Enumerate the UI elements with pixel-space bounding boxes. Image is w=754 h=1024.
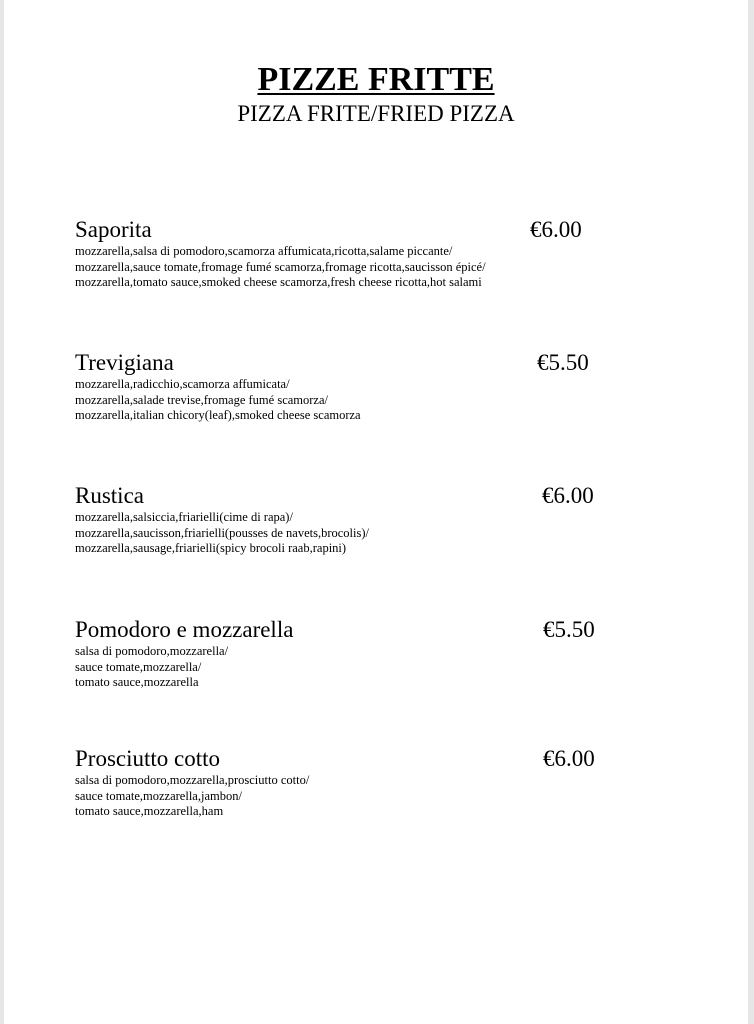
description-line: mozzarella,salsiccia,friarielli(cime di rapa)/ <box>75 510 293 524</box>
menu-item-name: Pomodoro e mozzarella <box>75 617 294 642</box>
menu-item-price: €6.00 <box>543 746 595 771</box>
description-line: mozzarella,tomato sauce,smoked cheese scamorza,fresh cheese ricotta,hot salami <box>75 275 482 289</box>
description-line: mozzarella,salade trevise,fromage fumé scamorza/ <box>75 392 328 407</box>
description-line: sauce tomate,mozzarella/ <box>75 659 202 674</box>
description-line: mozzarella,sauce tomate,fromage fumé scamorza,fromage ricotta,saucisson épicé/ <box>75 259 486 274</box>
menu-item-name: Prosciutto cotto <box>75 746 221 771</box>
menu-item-description <box>75 377 361 424</box>
menu-item-price: €6.00 <box>542 483 594 508</box>
menu-page <box>4 0 748 1024</box>
menu-item-description <box>75 510 369 557</box>
description-line: tomato sauce,mozzarella,ham <box>75 804 224 818</box>
menu-item-name: Trevigiana <box>75 350 174 375</box>
menu-item-description <box>75 773 309 820</box>
menu-item-price: €6.00 <box>530 217 582 242</box>
menu-item-price: €5.50 <box>543 617 595 642</box>
description-line: salsa di pomodoro,mozzarella,prosciutto cotto/ <box>75 773 310 787</box>
description-line: mozzarella,radicchio,scamorza affumicata/ <box>75 377 290 391</box>
menu-item-name: Saporita <box>75 217 152 242</box>
page-title-text: PIZZE FRITTE <box>257 61 495 98</box>
page-subtitle: PIZZA FRITE/FRIED PIZZA <box>237 101 515 126</box>
description-line: mozzarella,italian chicory(leaf),smoked cheese scamorza <box>75 408 361 422</box>
menu-item-price: €5.50 <box>537 350 589 375</box>
description-line: sauce tomate,mozzarella,jambon/ <box>75 788 242 803</box>
description-line: mozzarella,salsa di pomodoro,scamorza affumicata,ricotta,salame piccante/ <box>75 244 453 258</box>
description-line: tomato sauce,mozzarella <box>75 675 199 689</box>
description-line: mozzarella,saucisson,friarielli(pousses de navets,brocolis)/ <box>75 525 370 540</box>
menu-item-description <box>75 644 228 691</box>
menu-item-description <box>75 244 486 291</box>
page-title <box>4 60 748 100</box>
description-line: mozzarella,sausage,friarielli(spicy brocoli raab,rapini) <box>75 541 347 555</box>
description-line: salsa di pomodoro,mozzarella/ <box>75 644 229 658</box>
menu-item-name: Rustica <box>75 483 144 508</box>
